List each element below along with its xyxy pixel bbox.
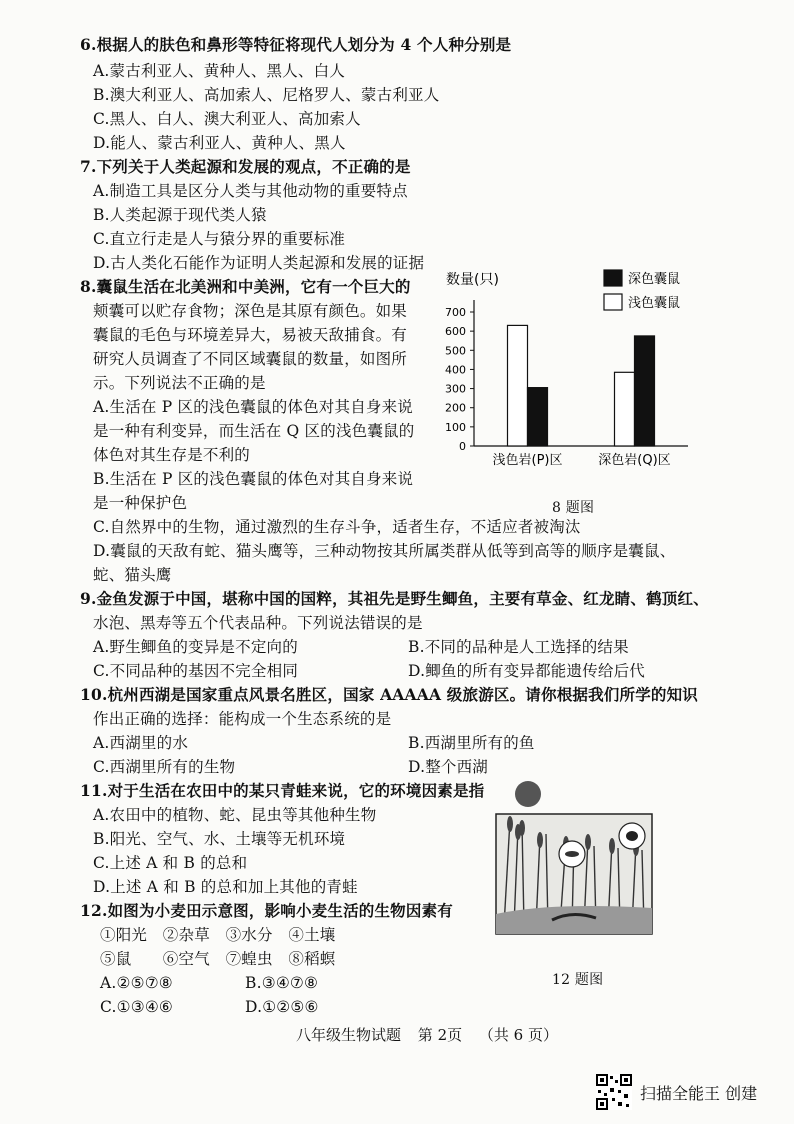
q8-stem-line3: 囊鼠的毛色与环境差异大，易被天敌捕食。有 [93, 326, 408, 344]
q12-items-line2: ⑤鼠 ⑥空气 ⑦蝗虫 ⑧稻螟 [100, 950, 336, 968]
bar-dark-p [528, 388, 548, 446]
footer-page: 第 2页 [417, 1026, 463, 1044]
q11-stem: 11.对于生活在农田中的某只青蛙来说，它的环境因素是指 [80, 781, 485, 800]
page-footer [296, 1024, 570, 1045]
scanner-label: 扫描全能王 创建 [640, 1083, 758, 1103]
q8-stem-line5: 示。下列说法不正确的是 [93, 374, 266, 392]
q11-option-a: A.农田中的植物、蛇、昆虫等其他种生物 [93, 806, 377, 824]
q8-stem-line1: 8.囊鼠生活在北美洲和中美洲，它有一个巨大的 [80, 277, 411, 296]
q6-option-c: C.黑人、白人、澳大利亚人、高加索人 [93, 110, 361, 128]
q11-option-d: D.上述 A 和 B 的总和加上其他的青蛙 [93, 878, 358, 896]
footer-total: （共 6 页） [478, 1026, 558, 1044]
x-tick-label: 浅色岩(P)区 [492, 453, 563, 468]
footer-subject: 八年级生物试题 [296, 1026, 402, 1044]
y-axis-label: 数量(只) [446, 272, 499, 288]
q6-option-b: B.澳大利亚人、高加索人、尼格罗人、蒙古利亚人 [93, 86, 440, 104]
q6-option-a: A.蒙古利亚人、黄种人、黑人、白人 [93, 62, 346, 80]
legend-swatch-dark [604, 270, 622, 286]
y-tick-label: 200 [445, 401, 466, 415]
y-tick-label: 600 [445, 325, 466, 339]
bar-light-p [508, 325, 528, 446]
y-tick-label: 100 [445, 420, 466, 434]
q8-option-c: C.自然界中的生物，通过激烈的生存斗争，适者生存，不适应者被淘汰 [93, 518, 581, 536]
wheat-field-illustration [492, 776, 654, 964]
locust-icon [565, 851, 579, 857]
q10-option-c: C.西湖里所有的生物 [93, 758, 236, 776]
q10-stem-line1: 10.杭州西湖是国家重点风景名胜区，国家 AAAAA 级旅游区。请你根据我们所学的知识 [80, 685, 698, 704]
q7-stem: 7.下列关于人类起源和发展的观点，不正确的是 [80, 157, 411, 176]
qr-code-icon [596, 1074, 632, 1110]
q10-option-b: B.西湖里所有的鱼 [408, 734, 535, 752]
q8-option-d-line2: 蛇、猫头鹰 [93, 566, 172, 584]
q8-option-d-line1: D.囊鼠的天敌有蛇、猫头鹰等，三种动物按其所属类群从低等到高等的顺序是囊鼠、 [93, 542, 676, 560]
y-tick-label: 400 [445, 363, 466, 377]
q12-stem: 12.如图为小麦田示意图，影响小麦生活的生物因素有 [80, 901, 453, 920]
q8-stem-line2: 颊囊可以贮存食物；深色是其原有颜色。如果 [93, 302, 408, 320]
q7-option-a: A.制造工具是区分人类与其他动物的重要特点 [93, 182, 408, 200]
bar-dark-q [635, 336, 655, 446]
q11-option-c: C.上述 A 和 B 的总和 [93, 854, 248, 872]
q8-figure-caption: 8 题图 [552, 500, 595, 516]
q9-option-d: D.鲫鱼的所有变异都能遗传给后代 [408, 662, 646, 680]
q8-figure [432, 262, 712, 494]
q9-option-c: C.不同品种的基因不完全相同 [93, 662, 299, 680]
q9-stem-line2: 水泡、黑寿等五个代表品种。下列说法错误的是 [93, 614, 423, 632]
legend-label-light: 浅色囊鼠 [628, 296, 681, 311]
q7-option-c: C.直立行走是人与猿分界的重要标准 [93, 230, 346, 248]
q8-option-b-line2: 是一种保护色 [93, 494, 188, 512]
legend-swatch-light [604, 294, 622, 310]
bar-light-q [615, 372, 635, 446]
q11-option-b: B.阳光、空气、水、土壤等无机环境 [93, 830, 346, 848]
sun-icon [515, 781, 541, 807]
q12-option-b: B.③④⑦⑧ [245, 974, 319, 992]
q7-option-d: D.古人类化石能作为证明人类起源和发展的证据 [93, 254, 425, 272]
y-tick-label: 700 [445, 306, 466, 319]
scanner-watermark [596, 1074, 757, 1110]
q12-figure-caption: 12 题图 [552, 972, 604, 988]
x-tick-label: 深色岩(Q)区 [598, 453, 671, 468]
q6-stem: 6.根据人的肤色和鼻形等特征将现代人划分为 4 个人种分别是 [80, 35, 512, 54]
q10-option-a: A.西湖里的水 [93, 734, 189, 752]
q9-option-a: A.野生鲫鱼的变异是不定向的 [93, 638, 298, 656]
q9-option-b: B.不同的品种是人工选择的结果 [408, 638, 629, 656]
q12-option-a: A.②⑤⑦⑧ [100, 974, 173, 992]
q7-option-b: B.人类起源于现代类人猿 [93, 206, 267, 224]
q10-stem-line2: 作出正确的选择：能构成一个生态系统的是 [93, 710, 392, 728]
q10-option-d: D.整个西湖 [408, 758, 489, 776]
q8-bar-chart [432, 262, 712, 494]
q8-option-b-line1: B.生活在 P 区的浅色囊鼠的体色对其自身来说 [93, 470, 414, 488]
y-tick-label: 0 [459, 440, 466, 453]
y-tick-label: 300 [445, 382, 466, 396]
q8-option-a-line1: A.生活在 P 区的浅色囊鼠的体色对其自身来说 [93, 398, 414, 416]
q12-option-c: C.①③④⑥ [100, 998, 174, 1016]
q12-items-line1: ①阳光 ②杂草 ③水分 ④土壤 [100, 926, 336, 944]
y-tick-label: 500 [445, 344, 466, 358]
borer-icon [626, 831, 638, 841]
q8-stem-line4: 研究人员调查了不同区域囊鼠的数量，如图所 [93, 350, 408, 368]
q8-option-a-line2: 是一种有利变异，而生活在 Q 区的浅色囊鼠的 [93, 422, 415, 440]
legend-label-dark: 深色囊鼠 [628, 272, 681, 287]
q6-option-d: D.能人、蒙古利亚人、黄种人、黑人 [93, 134, 346, 152]
q8-option-a-line3: 体色对其生存是不利的 [93, 446, 251, 464]
soil-ground [496, 906, 652, 934]
q9-stem-line1: 9.金鱼发源于中国，堪称中国的国粹，其祖先是野生鲫鱼，主要有草金、红龙睛、鹤顶红、 [80, 589, 709, 608]
q12-option-d: D.①②⑤⑥ [245, 998, 319, 1016]
q12-figure [492, 776, 654, 964]
